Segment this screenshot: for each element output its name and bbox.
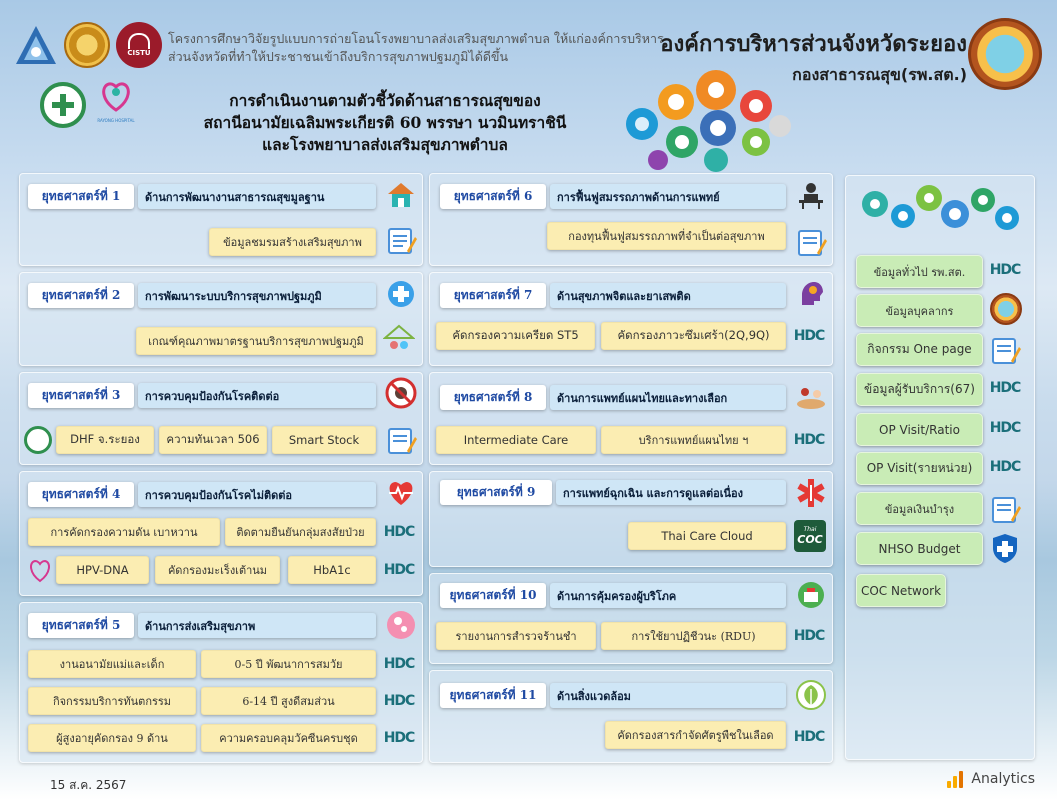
strategy-8-topic: ด้านการแพทย์แผนไทยและทางเลือก (550, 385, 786, 410)
health-club-data-button[interactable]: ข้อมูลชมรมสร้างเสริมสุขภาพ (209, 228, 376, 256)
leaf-environment-icon (794, 678, 828, 712)
breast-cancer-screening-button[interactable]: คัดกรองมะเร็งเต้านม (155, 556, 280, 584)
pesticide-blood-screening-button[interactable]: คัดกรองสารกำจัดศัตรูพืชในเลือด (605, 721, 786, 749)
strategy-6-label[interactable]: ยุทธศาสตร์ที่ 6 (440, 184, 546, 209)
sidebar-service-recipients-button[interactable]: ข้อมูลผู้รับบริการ(67) (856, 373, 983, 406)
strategy-4-topic: การควบคุมป้องกันโรคไม่ติดต่อ (138, 482, 376, 507)
hdc-icon: HDC (989, 420, 1021, 436)
org-division: กองสาธารณสุข(รพ.สต.) (792, 65, 967, 84)
coc-logo (794, 520, 826, 552)
thai-traditional-medicine-button[interactable]: บริการแพทย์แผนไทย ฯ (601, 426, 786, 454)
hdc-icon: HDC (989, 459, 1021, 475)
dhf-rayong-button[interactable]: DHF จ.ระยอง (56, 426, 154, 454)
strategy-3-label[interactable]: ยุทธศาสตร์ที่ 3 (28, 383, 134, 408)
maternal-child-health-button[interactable]: งานอนามัยแม่และเด็ก (28, 650, 196, 678)
analytics-bars-icon (945, 769, 965, 789)
strategy-7-topic: ด้านสุขภาพจิตและยาเสพติด (550, 283, 786, 308)
hdc-icon: HDC (989, 380, 1021, 396)
clipboard-icon (794, 224, 828, 258)
sidebar-op-visit-ratio-button[interactable]: OP Visit/Ratio (856, 413, 983, 446)
stress-screening-st5-button[interactable]: คัดกรองความเครียด ST5 (436, 322, 595, 350)
smart-stock-button[interactable]: Smart Stock (272, 426, 376, 454)
hdc-icon: HDC (989, 262, 1021, 278)
age-6-14-growth-button[interactable]: 6-14 ปี สูงดีสมส่วน (201, 687, 376, 715)
coc-sub-label: Thai (803, 526, 817, 533)
ministry-logo (14, 24, 58, 68)
vaccine-coverage-button[interactable]: ความครอบคลุมวัคซีนครบชุด (201, 724, 376, 752)
consumer-protection-icon (794, 578, 828, 612)
hdc-icon: HDC (793, 729, 825, 745)
strategy-1-label[interactable]: ยุทธศาสตร์ที่ 1 (28, 184, 134, 209)
pao-rayong-seal (968, 18, 1042, 90)
hpv-dna-button[interactable]: HPV-DNA (56, 556, 149, 584)
clipboard-icon (988, 332, 1022, 366)
hba1c-button[interactable]: HbA1c (288, 556, 376, 584)
strategy-4-label[interactable]: ยุทธศาสตร์ที่ 4 (28, 482, 134, 507)
intermediate-care-button[interactable]: Intermediate Care (436, 426, 596, 454)
mother-child-icon (384, 608, 418, 642)
rayong-hospital-label: RAYONG HOSPITAL (97, 118, 135, 123)
primary-care-standard-button[interactable]: เกณฑ์คุณภาพมาตรฐานบริการสุขภาพปฐมภูมิ (136, 327, 376, 355)
project-line-2: ส่วนจังหวัดที่ทำให้ประชาชนเข้าถึงบริการสุขภาพปฐมภูมิได้ดีขึ้น (168, 49, 509, 64)
elderly-screening-button[interactable]: ผู้สูงอายุคัดกรอง 9 ด้าน (28, 724, 196, 752)
strategy-3-topic: การควบคุมป้องกันโรคติดต่อ (138, 383, 376, 408)
thai-care-cloud-button[interactable]: Thai Care Cloud (628, 522, 786, 550)
nhso-shield-icon (988, 531, 1022, 565)
coc-label: COC (797, 533, 823, 546)
hdc-icon: HDC (793, 628, 825, 644)
moph-logo (40, 82, 86, 128)
hdc-icon: HDC (383, 730, 415, 746)
grocery-survey-report-button[interactable]: รายงานการสำรวจร้านชำ (436, 622, 596, 650)
strategy-7-label[interactable]: ยุทธศาสตร์ที่ 7 (440, 283, 546, 308)
rehab-fund-button[interactable]: กองทุนฟื้นฟูสมรรถภาพที่จำเป็นต่อสุขภาพ (547, 222, 786, 250)
hdc-icon: HDC (383, 693, 415, 709)
hdc-icon: HDC (793, 328, 825, 344)
cistu-label: CISTU (127, 49, 151, 57)
hdc-icon: HDC (793, 432, 825, 448)
strategy-8-label[interactable]: ยุทธศาสตร์ที่ 8 (440, 385, 546, 410)
strategy-5-label[interactable]: ยุทธศาสตร์ที่ 5 (28, 613, 134, 638)
clipboard-icon (384, 422, 418, 456)
title-line-2: สถานีอนามัยเฉลิมพระเกียรติ 60 พรรษา นวมินทราชินี (203, 113, 567, 132)
rdu-antibiotic-button[interactable]: การใช้ยาปฏิชีวนะ (RDU) (601, 622, 786, 650)
title-line-1: การดำเนินงานตามตัวชี้วัดด้านสาธารณสุขของ (229, 91, 541, 110)
university-seal-logo (64, 22, 110, 68)
strategy-11-label[interactable]: ยุทธศาสตร์ที่ 11 (440, 683, 546, 708)
depression-screening-button[interactable]: คัดกรองภาวะซึมเศร้า(2Q,9Q) (601, 322, 786, 350)
sidebar-general-info-button[interactable]: ข้อมูลทั่วไป รพ.สต. (856, 255, 983, 288)
house-icon (384, 178, 418, 212)
strategy-9-label[interactable]: ยุทธศาสตร์ที่ 9 (440, 480, 552, 505)
strategy-10-topic: ด้านการคุ้มครองผู้บริโภค (550, 583, 786, 608)
org-name: องค์การบริหารส่วนจังหวัดระยอง (660, 32, 967, 57)
sidebar-op-visit-unit-button[interactable]: OP Visit(รายหน่วย) (856, 452, 983, 485)
sidebar-gears-illustration (855, 180, 1027, 244)
hdc-icon: HDC (383, 656, 415, 672)
hdc-icon: HDC (383, 562, 415, 578)
strategy-6-topic: การฟื้นฟูสมรรถภาพด้านการแพทย์ (550, 184, 786, 209)
dental-services-button[interactable]: กิจกรรมบริการทันตกรรม (28, 687, 196, 715)
sidebar-nhso-budget-button[interactable]: NHSO Budget (856, 532, 983, 565)
page-title (175, 90, 595, 156)
star-of-life-icon (794, 476, 828, 510)
analytics-badge[interactable] (945, 769, 1035, 789)
follow-up-suspected-button[interactable]: ติดตามยืนยันกลุ่มสงสัยป่วย (225, 518, 376, 546)
strategy-10-label[interactable]: ยุทธศาสตร์ที่ 10 (440, 583, 546, 608)
strategy-9-topic: การแพทย์ฉุกเฉิน และการดูแลต่อเนื่อง (556, 480, 786, 505)
strategy-1-topic: ด้านการพัฒนางานสาธารณสุขมูลฐาน (138, 184, 376, 209)
strategy-2-topic: การพัฒนาระบบบริการสุขภาพปฐมภูมิ (138, 283, 376, 308)
doctor-desk-icon (794, 178, 828, 212)
project-line-1: โครงการศึกษาวิจัยรูปแบบการถ่ายโอนโรงพยาบาลส่งเสริมสุขภาพตำบล ให้แก่องค์การบริหาร (168, 31, 664, 46)
heart-pulse-icon (384, 476, 418, 510)
project-description (168, 30, 664, 66)
sidebar-one-page-button[interactable]: กิจกรรม One page (856, 333, 983, 366)
rayong-hospital-logo (96, 78, 136, 134)
sidebar-coc-network-button[interactable]: COC Network (856, 574, 946, 607)
hdc-icon: HDC (383, 524, 415, 540)
hospital-small-logo (28, 557, 52, 585)
bp-diabetes-screening-button[interactable]: การคัดกรองความดัน เบาหวาน (28, 518, 220, 546)
sidebar-maintenance-fund-button[interactable]: ข้อมูลเงินบำรุง (856, 492, 983, 525)
timeliness-506-button[interactable]: ความทันเวลา 506 (159, 426, 267, 454)
moph-small-logo (24, 426, 52, 454)
medical-cross-icon (384, 277, 418, 311)
sidebar-personnel-button[interactable]: ข้อมูลบุคลากร (856, 294, 983, 327)
age-0-5-development-button[interactable]: 0-5 ปี พัฒนาการสมวัย (201, 650, 376, 678)
strategy-11-topic: ด้านสิ่งแวดล้อม (550, 683, 786, 708)
analytics-label: Analytics (971, 771, 1035, 787)
title-line-3: และโรงพยาบาลส่งเสริมสุขภาพตำบล (262, 135, 508, 154)
strategy-2-label[interactable]: ยุทธศาสตร์ที่ 2 (28, 283, 134, 308)
clipboard-icon (988, 491, 1022, 525)
report-date: 15 ส.ค. 2567 (50, 778, 127, 792)
pao-seal-small-icon (990, 293, 1022, 325)
gears-illustration (616, 66, 796, 174)
thai-massage-icon (794, 380, 828, 414)
mental-health-icon (794, 277, 828, 311)
clipboard-icon (384, 222, 418, 256)
no-virus-icon (384, 376, 418, 410)
cistu-logo (116, 22, 162, 68)
home-care-icon (382, 322, 416, 356)
strategy-5-topic: ด้านการส่งเสริมสุขภาพ (138, 613, 376, 638)
